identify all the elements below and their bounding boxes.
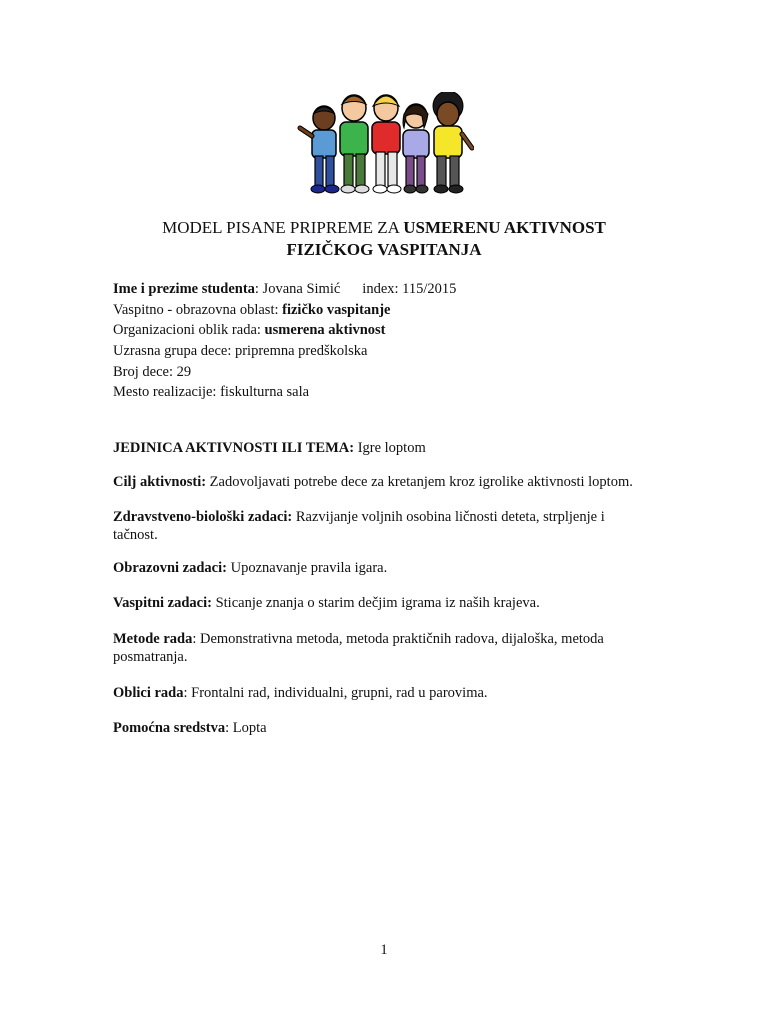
title-normal-part: MODEL PISANE PRIPREME ZA (162, 218, 404, 237)
methods-label: Metode rada (113, 631, 193, 647)
topic-paragraph (113, 439, 653, 457)
children-illustration (296, 92, 474, 200)
child-5 (433, 92, 472, 193)
area-label: Vaspitno - obrazovna oblast: (113, 302, 283, 318)
aids-paragraph (113, 719, 653, 737)
location-text: Mesto realizacije: fiskulturna sala (113, 384, 310, 400)
methods-value: : Demonstrativna metoda, metoda praktičnih radova, dijaloška, metoda posmatranja. (113, 631, 604, 665)
student-label: Ime i prezime studenta (113, 281, 255, 297)
goal-value: Zadovoljavati potrebe dece za kretanjem kroz igrolike aktivnosti loptom. (206, 474, 633, 490)
age-group-text: Uzrasna grupa dece: pripremna predškolska (113, 343, 368, 359)
education-tasks-paragraph (113, 559, 653, 577)
health-tasks-label: Zdravstveno-biološki zadaci: (113, 509, 293, 525)
health-tasks-paragraph (113, 508, 653, 544)
student-line (113, 280, 456, 298)
form-label: Organizacioni oblik rada: (113, 322, 265, 338)
education-tasks-value: Upoznavanje pravila igara. (226, 560, 388, 576)
child-4 (403, 104, 429, 193)
document-title-line-1 (0, 218, 768, 238)
upbringing-tasks-label: Vaspitni zadaci: (113, 595, 212, 611)
location-line (113, 383, 309, 401)
education-tasks-label: Obrazovni zadaci: (113, 560, 227, 576)
goal-label: Cilj aktivnosti: (113, 474, 207, 490)
age-group-line (113, 342, 367, 360)
topic-label: JEDINICA AKTIVNOSTI ILI TEMA: (113, 440, 355, 456)
form-value: usmerena aktivnost (264, 322, 386, 338)
title-bold-part: USMERENU AKTIVNOST (403, 218, 606, 237)
children-count-line (113, 363, 191, 381)
page-number: 1 (380, 942, 388, 958)
children-count-text: Broj dece: 29 (113, 364, 192, 380)
aids-value: : Lopta (225, 720, 267, 736)
upbringing-tasks-value: Sticanje znanja o starim dečjim igrama iz naših krajeva. (211, 595, 540, 611)
methods-paragraph (113, 630, 653, 666)
child-3 (372, 95, 401, 193)
title-bold-line: FIZIČKOG VASPITANJA (286, 240, 482, 259)
topic-value: Igre loptom (354, 440, 426, 456)
form-line (113, 321, 386, 339)
health-tasks-value: Razvijanje voljnih osobina ličnosti deteta, strpljenje i tačnost. (113, 509, 605, 543)
child-2 (340, 95, 369, 193)
work-forms-label: Oblici rada (113, 685, 184, 701)
goal-paragraph (113, 473, 653, 491)
aids-label: Pomoćna sredstva (113, 720, 226, 736)
area-value: fizičko vaspitanje (282, 302, 391, 318)
child-1 (300, 106, 339, 193)
area-line (113, 301, 390, 319)
work-forms-value: : Frontalni rad, individualni, grupni, rad u parovima. (183, 685, 488, 701)
student-value: : Jovana Simić (254, 281, 341, 297)
upbringing-tasks-paragraph (113, 594, 653, 612)
work-forms-paragraph (113, 684, 653, 702)
document-title-line-2 (0, 240, 768, 260)
index-value: index: 115/2015 (362, 281, 457, 297)
